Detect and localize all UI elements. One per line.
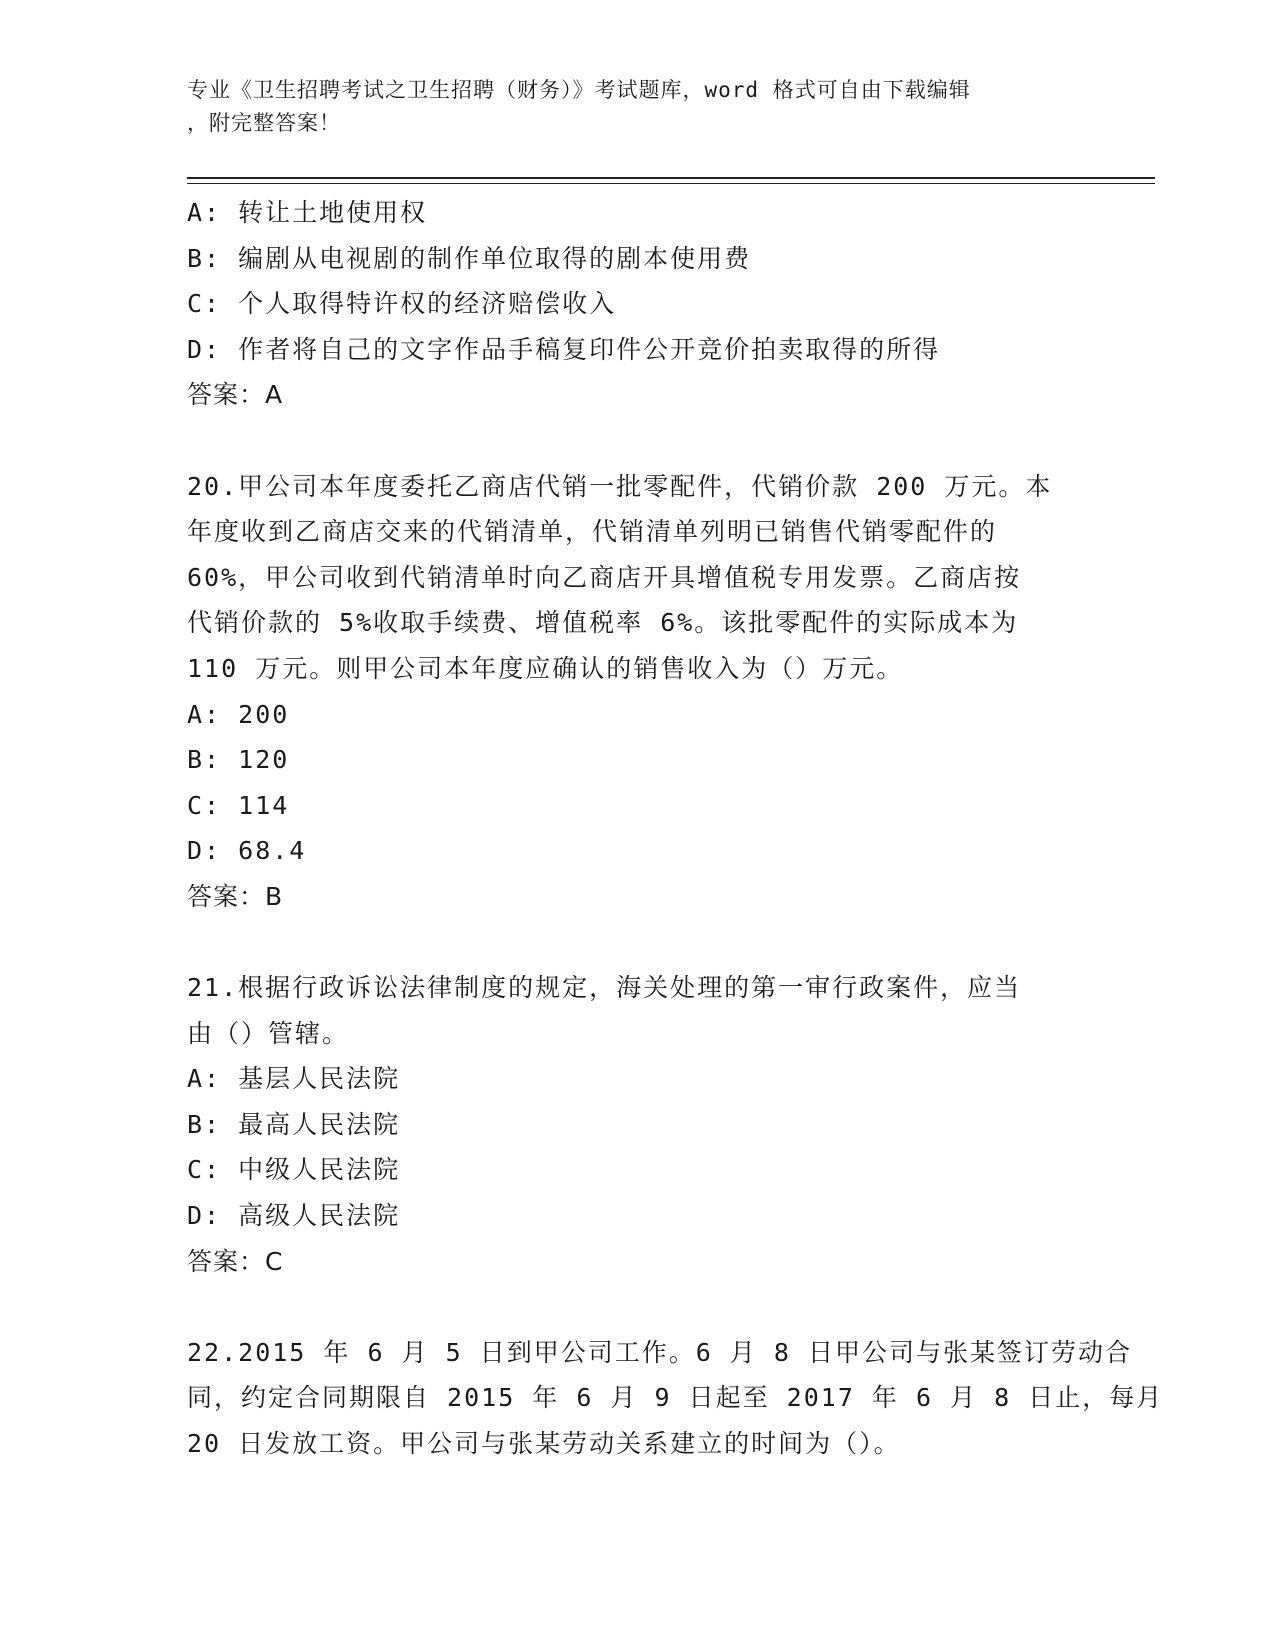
question-block-22 <box>187 1330 1164 1467</box>
spacer <box>187 920 1087 966</box>
question-text-line: 年度收到乙商店交来的代销清单，代销清单列明已销售代销零配件的 <box>187 517 998 547</box>
answer-line: 答案：B <box>187 881 284 911</box>
option-a: A: 转让土地使用权 <box>187 198 428 227</box>
option-c: C: 个人取得特许权的经济赔偿收入 <box>187 289 617 319</box>
option-d: D: 68.4 <box>187 836 307 866</box>
question-text-line: 代销价款的 5%收取手续费、增值税率 6%。该批零配件的实际成本为 <box>187 608 1019 638</box>
answer-line: 答案：A <box>187 380 284 410</box>
option-d: D: 高级人民法院 <box>187 1201 401 1231</box>
option-a: A: 基层人民法院 <box>187 1064 401 1094</box>
question-text-line: 110 万元。则甲公司本年度应确认的销售收入为（）万元。 <box>187 653 904 683</box>
header-rule-thick <box>187 177 1155 179</box>
question-block-19 <box>187 190 1087 418</box>
option-c: C: 中级人民法院 <box>187 1155 401 1185</box>
document-header <box>187 74 1067 140</box>
spacer <box>187 1284 1087 1330</box>
answer-line: 答案：C <box>187 1246 284 1276</box>
option-b: B: 120 <box>187 745 290 775</box>
header-line-2: ，附完整答案！ <box>187 111 341 135</box>
question-text-line: 20 日发放工资。甲公司与张某劳动关系建立的时间为（）。 <box>187 1429 901 1459</box>
option-a: A: 200 <box>187 699 290 729</box>
header-line-1: 专业《卫生招聘考试之卫生招聘（财务）》考试题库，word 格式可自由下载编辑 <box>187 78 971 102</box>
question-block-21 <box>187 965 1087 1284</box>
question-text-line: 60%，甲公司收到代销清单时向乙商店开具增值税专用发票。乙商店按 <box>187 562 1022 592</box>
question-text-line: 20.甲公司本年度委托乙商店代销一批零配件，代销价款 200 万元。本 <box>187 471 1053 501</box>
header-rule-thin <box>187 183 1155 184</box>
option-d: D: 作者将自己的文字作品手稿复印件公开竞价拍卖取得的所得 <box>187 334 941 364</box>
question-text-line: 22.2015 年 6 月 5 日到甲公司工作。6 月 8 日甲公司与张某签订劳动合 <box>187 1337 1132 1367</box>
spacer <box>187 418 1087 464</box>
question-block-20 <box>187 464 1087 920</box>
option-b: B: 编剧从电视剧的制作单位取得的剧本使用费 <box>187 243 752 273</box>
question-text-line: 由（）管辖。 <box>187 1018 350 1048</box>
question-list <box>187 190 1164 1467</box>
question-text-line: 同，约定合同期限自 2015 年 6 月 9 日起至 2017 年 6 月 8 日止，每月 <box>187 1383 1164 1413</box>
question-text-line: 21.根据行政诉讼法律制度的规定，海关处理的第一审行政案件，应当 <box>187 973 1022 1003</box>
option-c: C: 114 <box>187 790 290 820</box>
option-b: B: 最高人民法院 <box>187 1109 401 1139</box>
